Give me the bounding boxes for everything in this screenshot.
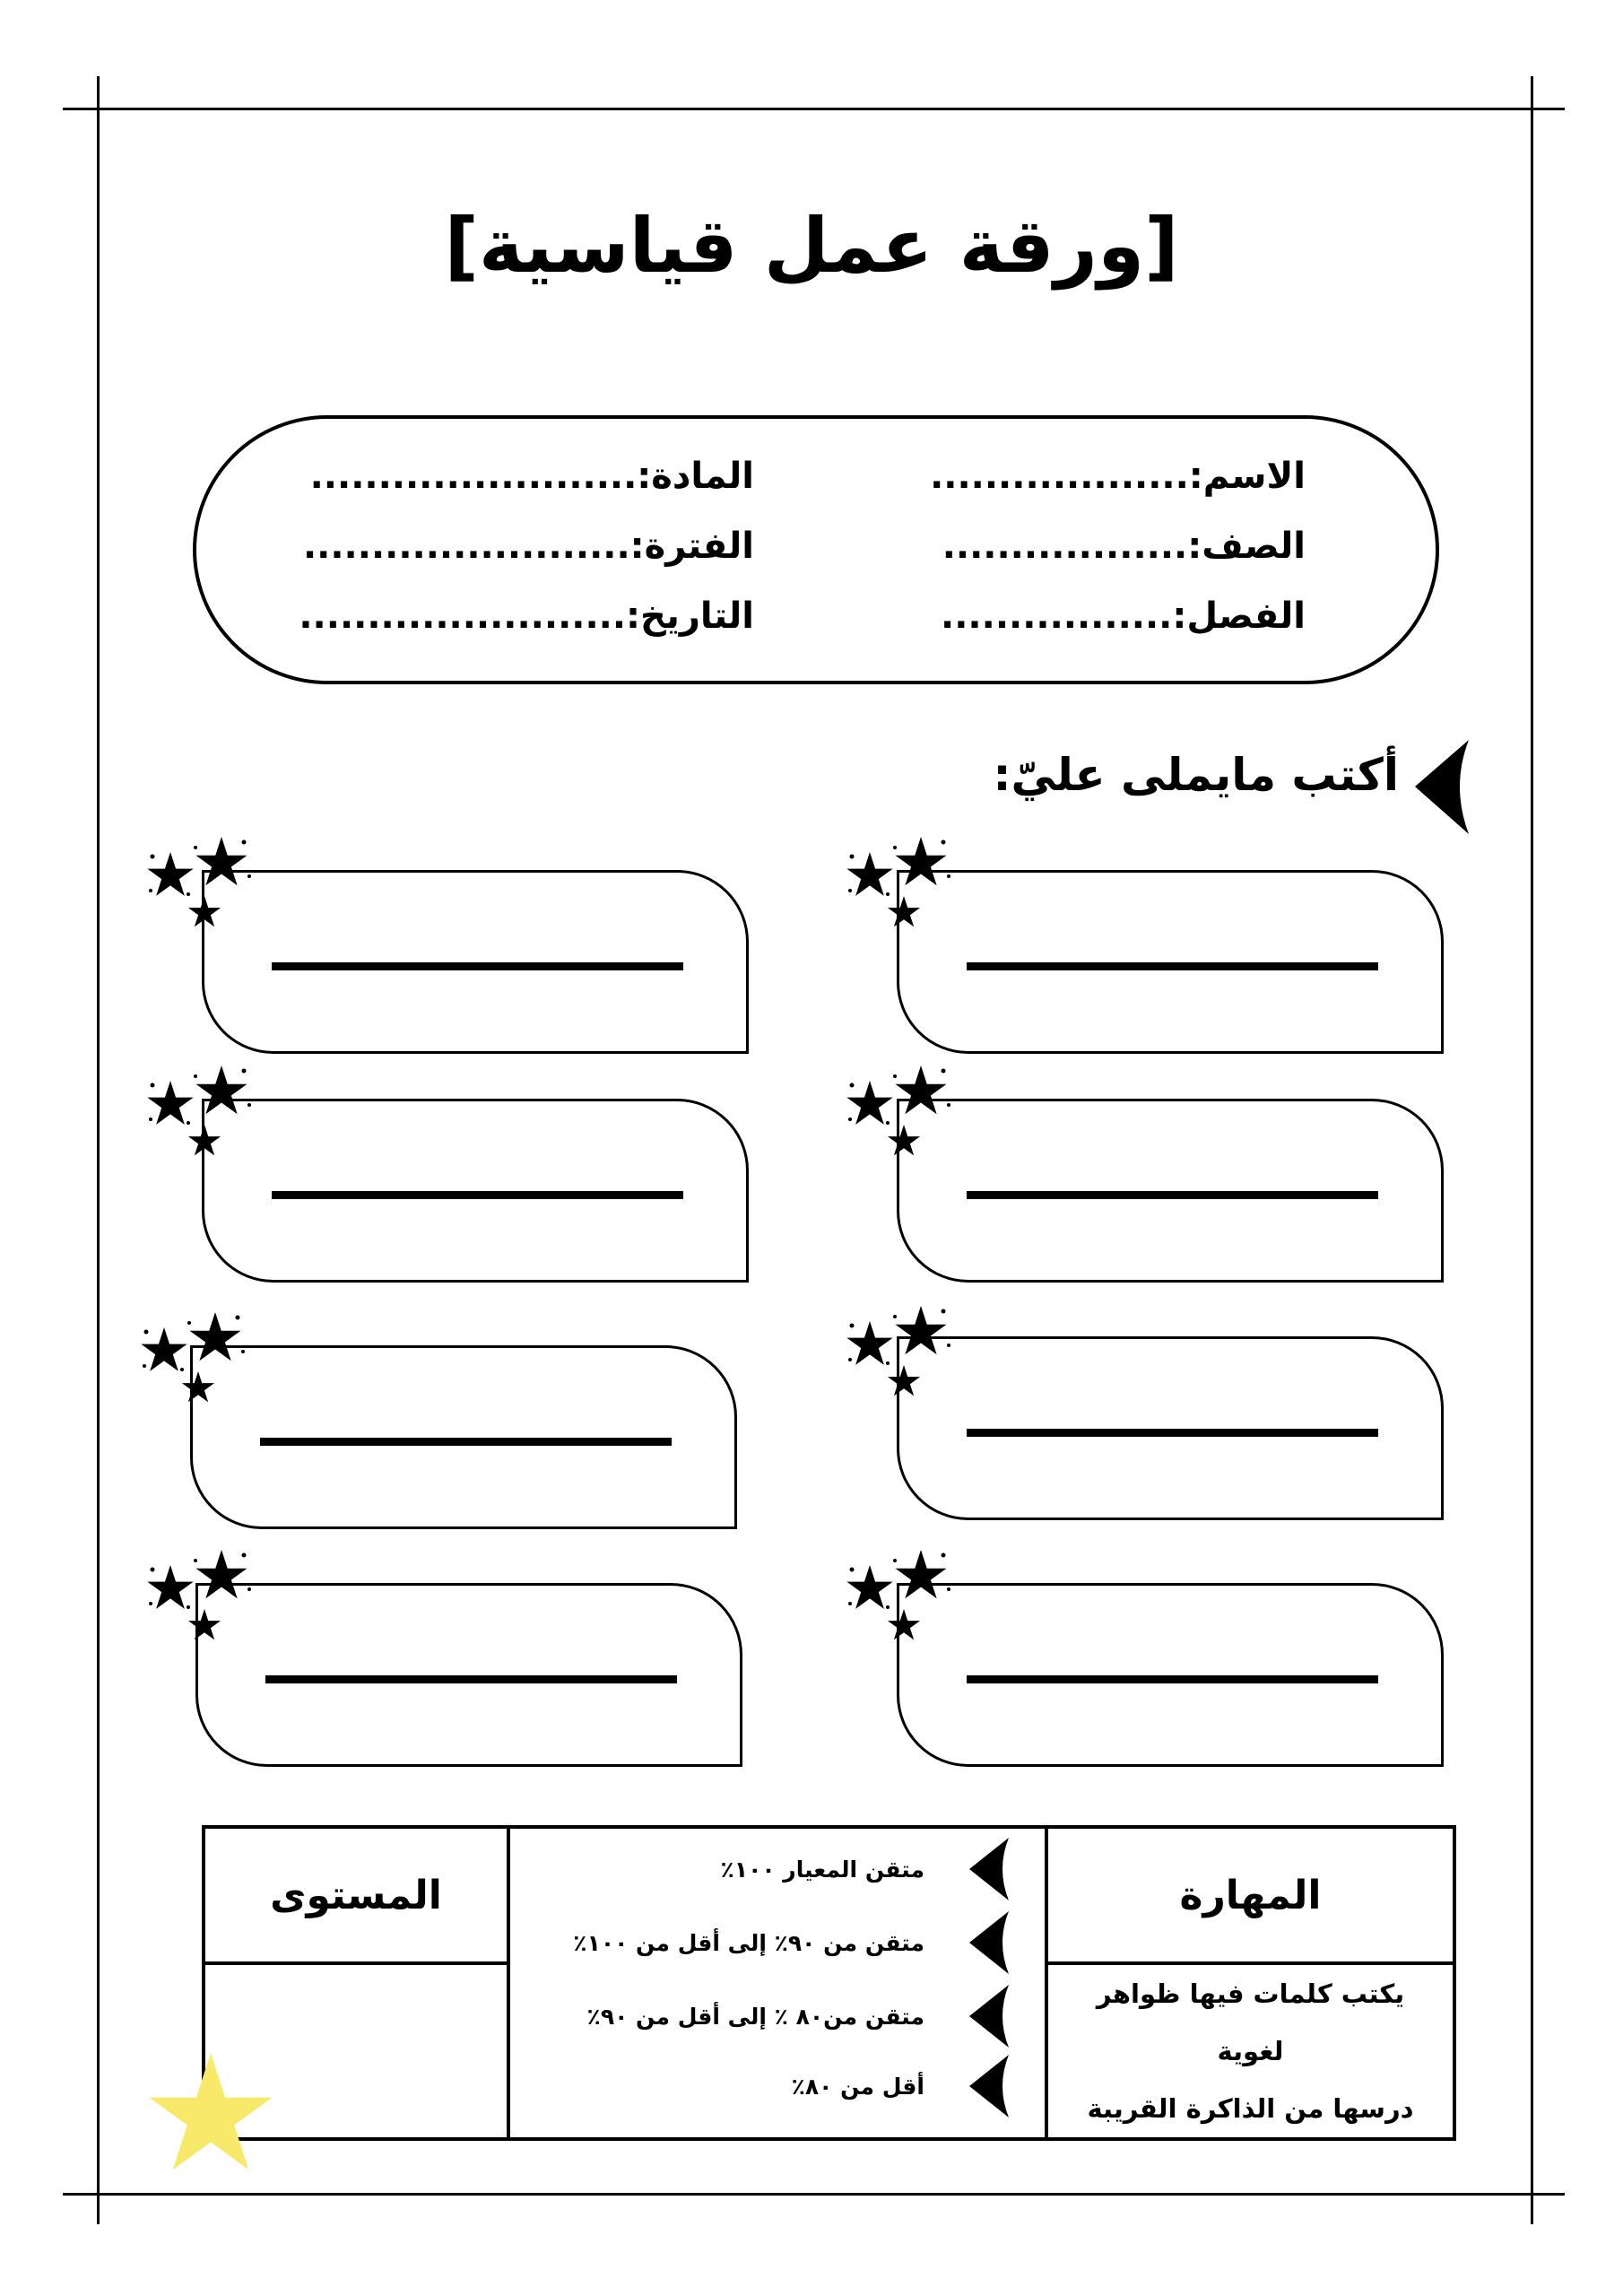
frame-right-line xyxy=(1531,76,1533,2224)
grade-row xyxy=(930,511,1306,581)
writing-line xyxy=(967,1429,1378,1437)
assessment-rubric-table xyxy=(202,1825,1456,2141)
grade-field[interactable]: .................. xyxy=(942,526,1188,567)
criterion-item xyxy=(573,1911,1009,1974)
arrowhead-icon xyxy=(969,1911,1009,1974)
criterion-text: متقن من ٩٠٪ إلى أقل من ١٠٠٪ xyxy=(573,1929,924,1956)
dictation-card-3[interactable] xyxy=(897,1099,1444,1283)
subject-label: المادة: xyxy=(637,456,754,497)
writing-line xyxy=(967,1191,1378,1199)
stars-icon xyxy=(843,1058,959,1157)
criterion-text: أقل من ٨٠٪ xyxy=(791,2073,924,2100)
dictation-card-4[interactable] xyxy=(202,1099,749,1283)
stars-icon xyxy=(143,1543,260,1641)
instruction-text: أكتب مايملى عليّ: xyxy=(993,749,1399,801)
skill-line-1: يكتب كلمات فيها ظواهر xyxy=(1096,1979,1405,2009)
period-field[interactable]: ........................ xyxy=(302,526,630,567)
info-column-right xyxy=(930,441,1306,651)
stars-icon xyxy=(843,1543,959,1641)
stars-icon xyxy=(137,1305,254,1404)
writing-line xyxy=(967,1675,1378,1683)
yellow-star-icon xyxy=(143,2049,278,2175)
skill-description xyxy=(1046,1963,1454,2139)
stars-icon xyxy=(143,830,260,928)
frame-bottom-line xyxy=(63,2193,1565,2196)
dictation-card-5[interactable] xyxy=(897,1336,1444,1520)
writing-line xyxy=(272,962,683,970)
frame-left-line xyxy=(97,76,100,2224)
level-header: المستوى xyxy=(204,1827,508,1963)
arrowhead-icon xyxy=(969,1985,1009,2048)
page-title: [ورقة عمل قياسية] xyxy=(444,202,1179,290)
date-row xyxy=(299,581,754,651)
frame-top-line xyxy=(63,108,1565,110)
criterion-text: متقن من٨٠ ٪ إلى أقل من ٩٠٪ xyxy=(586,2003,924,2030)
grade-label: الصف: xyxy=(1187,526,1306,567)
student-info-box xyxy=(193,415,1439,684)
arrowhead-icon xyxy=(969,1838,1009,1900)
writing-line xyxy=(265,1675,677,1683)
period-label: الفترة: xyxy=(629,526,754,567)
criterion-item xyxy=(792,2055,1009,2118)
subject-field[interactable]: ........................ xyxy=(309,456,638,497)
name-label: الاسم: xyxy=(1188,456,1306,497)
date-label: التاريخ: xyxy=(626,596,754,637)
stars-icon xyxy=(143,1058,260,1157)
criteria-cell xyxy=(508,1827,1046,2139)
subject-row xyxy=(299,441,754,511)
stars-icon xyxy=(843,830,959,928)
criterion-item xyxy=(587,1985,1009,2048)
skill-line-2: لغوية xyxy=(1217,2036,1284,2066)
arrowhead-icon xyxy=(969,2055,1009,2118)
info-column-left xyxy=(299,441,754,651)
arrowhead-icon xyxy=(1415,740,1469,834)
class-row xyxy=(930,581,1306,651)
period-row xyxy=(299,511,754,581)
class-label: الفصل: xyxy=(1172,596,1306,637)
criterion-item xyxy=(721,1838,1009,1900)
class-field[interactable]: ................. xyxy=(941,596,1173,637)
dictation-card-1[interactable] xyxy=(897,870,1444,1054)
writing-line xyxy=(967,962,1378,970)
stars-icon xyxy=(843,1299,959,1397)
dictation-card-7[interactable] xyxy=(897,1583,1444,1767)
skill-header: المهارة xyxy=(1046,1827,1454,1963)
writing-line xyxy=(272,1191,683,1199)
criteria-list xyxy=(510,1829,1045,2137)
dictation-card-2[interactable] xyxy=(202,870,749,1054)
name-field[interactable]: ................... xyxy=(930,456,1189,497)
dictation-card-6[interactable] xyxy=(190,1345,737,1529)
criterion-text: متقن المعيار ١٠٠٪ xyxy=(720,1856,924,1883)
date-field[interactable]: ........................ xyxy=(299,596,627,637)
name-row xyxy=(930,441,1306,511)
dictation-card-8[interactable] xyxy=(195,1583,742,1767)
skill-line-3: درسها من الذاكرة القريبة xyxy=(1087,2093,1414,2124)
writing-line xyxy=(260,1438,672,1446)
